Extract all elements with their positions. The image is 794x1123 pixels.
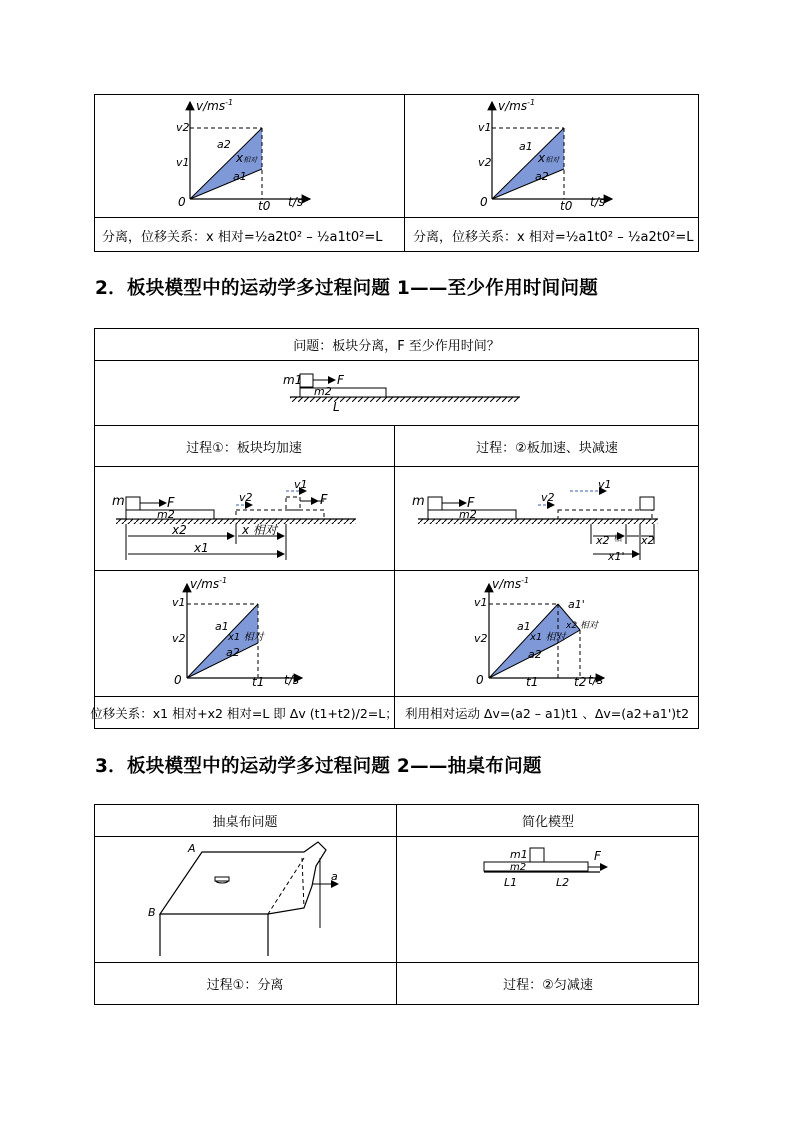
svg-text:a2: a2 <box>528 648 542 661</box>
svg-text:x2: x2 <box>641 534 655 547</box>
section2-motion-left <box>106 474 386 566</box>
svg-text:m: m <box>412 494 425 509</box>
svg-text:t0: t0 <box>560 199 573 213</box>
section2-setup-diagram <box>280 366 530 416</box>
svg-text:v1: v1 <box>294 478 308 491</box>
section2-question: 问题：板块分离，F 至少作用时间？ <box>293 338 500 354</box>
svg-text:v1: v1 <box>172 596 186 609</box>
svg-text:m2: m2 <box>510 862 527 873</box>
svg-text:F: F <box>594 849 601 863</box>
label-v2: v2 <box>176 121 190 134</box>
svg-text:x2: x2 <box>596 534 610 547</box>
col-line <box>394 425 395 729</box>
svg-text:t1: t1 <box>252 675 265 689</box>
board <box>300 388 386 397</box>
svg-text:x1': x1' <box>608 550 625 563</box>
svg-text:v2: v2 <box>172 632 186 645</box>
label-a1: a1 <box>233 170 247 183</box>
label-a1: a1 <box>519 140 533 153</box>
svg-text:a1: a1 <box>215 620 229 633</box>
svg-text:0: 0 <box>480 195 488 209</box>
svg-text:F: F <box>167 496 175 511</box>
section1-graph-right <box>462 96 662 216</box>
svg-text:m2: m2 <box>459 508 477 521</box>
label-t0: t0 <box>258 199 271 213</box>
svg-text:x相对: x相对 <box>236 151 258 165</box>
svg-text:a2: a2 <box>226 646 240 659</box>
svg-text:x2 相对: x2 相对 <box>566 621 598 631</box>
svg-text:v2: v2 <box>239 491 253 504</box>
row-line <box>94 570 699 571</box>
svg-text:v/ms-1: $v/ms^{-1}$ <box>498 98 536 113</box>
section3-process-right: 过程：②匀减速 <box>503 978 593 993</box>
row-line <box>94 466 699 467</box>
svg-text:v2: v2 <box>474 632 488 645</box>
section2-motion-right <box>408 474 688 566</box>
svg-text:v2: v2 <box>541 491 555 504</box>
svg-text:m1: m1 <box>510 848 528 861</box>
svg-text:v/ms-1: $v/ms^{-1}$ <box>492 576 530 591</box>
label-v1: v1 <box>176 156 190 169</box>
svg-text:x1 相对: x1 相对 <box>530 632 566 643</box>
section2-heading: 2．板块模型中的运动学多过程问题 1——至少作用时间问题 <box>95 278 599 299</box>
svg-text:x 相对: x 相对 <box>242 523 277 537</box>
svg-text:t/s: t/s <box>588 673 603 687</box>
svg-text:x1: x1 <box>194 541 209 555</box>
col-left-title: 抽桌布问题 <box>212 815 278 830</box>
svg-text:v/ms-1: $v/ms^{-1}$ <box>196 98 234 113</box>
svg-text:相: 相 <box>614 534 622 543</box>
svg-text:t/s: t/s <box>590 195 605 209</box>
label-v2: v2 <box>478 156 492 169</box>
section1-caption-left: 分离，位移关系：x 相对=½a2t0² – ½a1t0²=L <box>102 229 383 245</box>
svg-text:a: a <box>331 870 338 883</box>
svg-text:L: L <box>333 400 340 414</box>
svg-text:v1: v1 <box>474 596 488 609</box>
label-a2: a2 <box>217 138 231 151</box>
label-origin: 0 <box>178 195 186 209</box>
svg-text:0: 0 <box>476 673 484 687</box>
col-right-title: 简化模型 <box>521 815 574 830</box>
label-v1: v1 <box>478 121 492 134</box>
section1-caption-right: 分离，位移关系：x 相对=½a1t0² – ½a2t0²=L <box>413 229 694 245</box>
svg-text:F: F <box>467 496 475 511</box>
svg-text:F: F <box>337 373 344 387</box>
svg-text:m1: m1 <box>283 373 303 387</box>
label-a2: a2 <box>535 170 549 183</box>
section1-graph-left <box>160 96 360 216</box>
svg-text:B: B <box>148 906 156 919</box>
svg-text:x1 相对: x1 相对 <box>228 632 264 643</box>
section2-caption-left: 位移关系：x1 相对+x2 相对=L 即 Δv (t1+t2)/2=L； <box>90 706 398 721</box>
svg-text:0: 0 <box>174 673 182 687</box>
svg-text:t/s: t/s <box>284 673 299 687</box>
svg-text:m2: m2 <box>157 508 175 521</box>
section2-caption-right: 利用相对运动 Δv=(a2 – a1)t1 、Δv=(a2+a1')t2 <box>404 706 690 721</box>
row-line <box>94 360 699 361</box>
simplified-model-diagram <box>470 840 620 894</box>
svg-text:L1: L1 <box>504 876 518 889</box>
section2-graph-right <box>462 572 662 692</box>
svg-text:A: A <box>188 842 196 855</box>
svg-text:x相对: x相对 <box>538 151 560 165</box>
svg-text:v/ms-1: $v/ms^{-1}$ <box>190 576 228 591</box>
svg-text:t1: t1 <box>526 675 539 689</box>
process-left-title: 过程①：板块均加速 <box>186 440 302 456</box>
process-right-title: 过程：②板加速、块减速 <box>476 440 618 456</box>
tablecloth-diagram <box>140 838 370 962</box>
svg-text:m2: m2 <box>314 385 332 398</box>
label-t-axis: t/s <box>288 195 303 209</box>
section2-graph-left <box>160 572 360 692</box>
svg-text:m: m <box>112 494 125 509</box>
section3-heading: 3．板块模型中的运动学多过程问题 2——抽桌布问题 <box>95 756 542 777</box>
svg-text:F: F <box>320 493 328 508</box>
svg-text:a1: a1 <box>517 620 531 633</box>
section3-process-left: 过程①：分离 <box>206 978 284 993</box>
svg-text:a1': a1' <box>568 598 585 611</box>
svg-text:v1: v1 <box>598 478 612 491</box>
svg-text:x2: x2 <box>172 523 187 537</box>
svg-text:t2: t2 <box>574 675 587 689</box>
svg-text:L2: L2 <box>556 876 570 889</box>
